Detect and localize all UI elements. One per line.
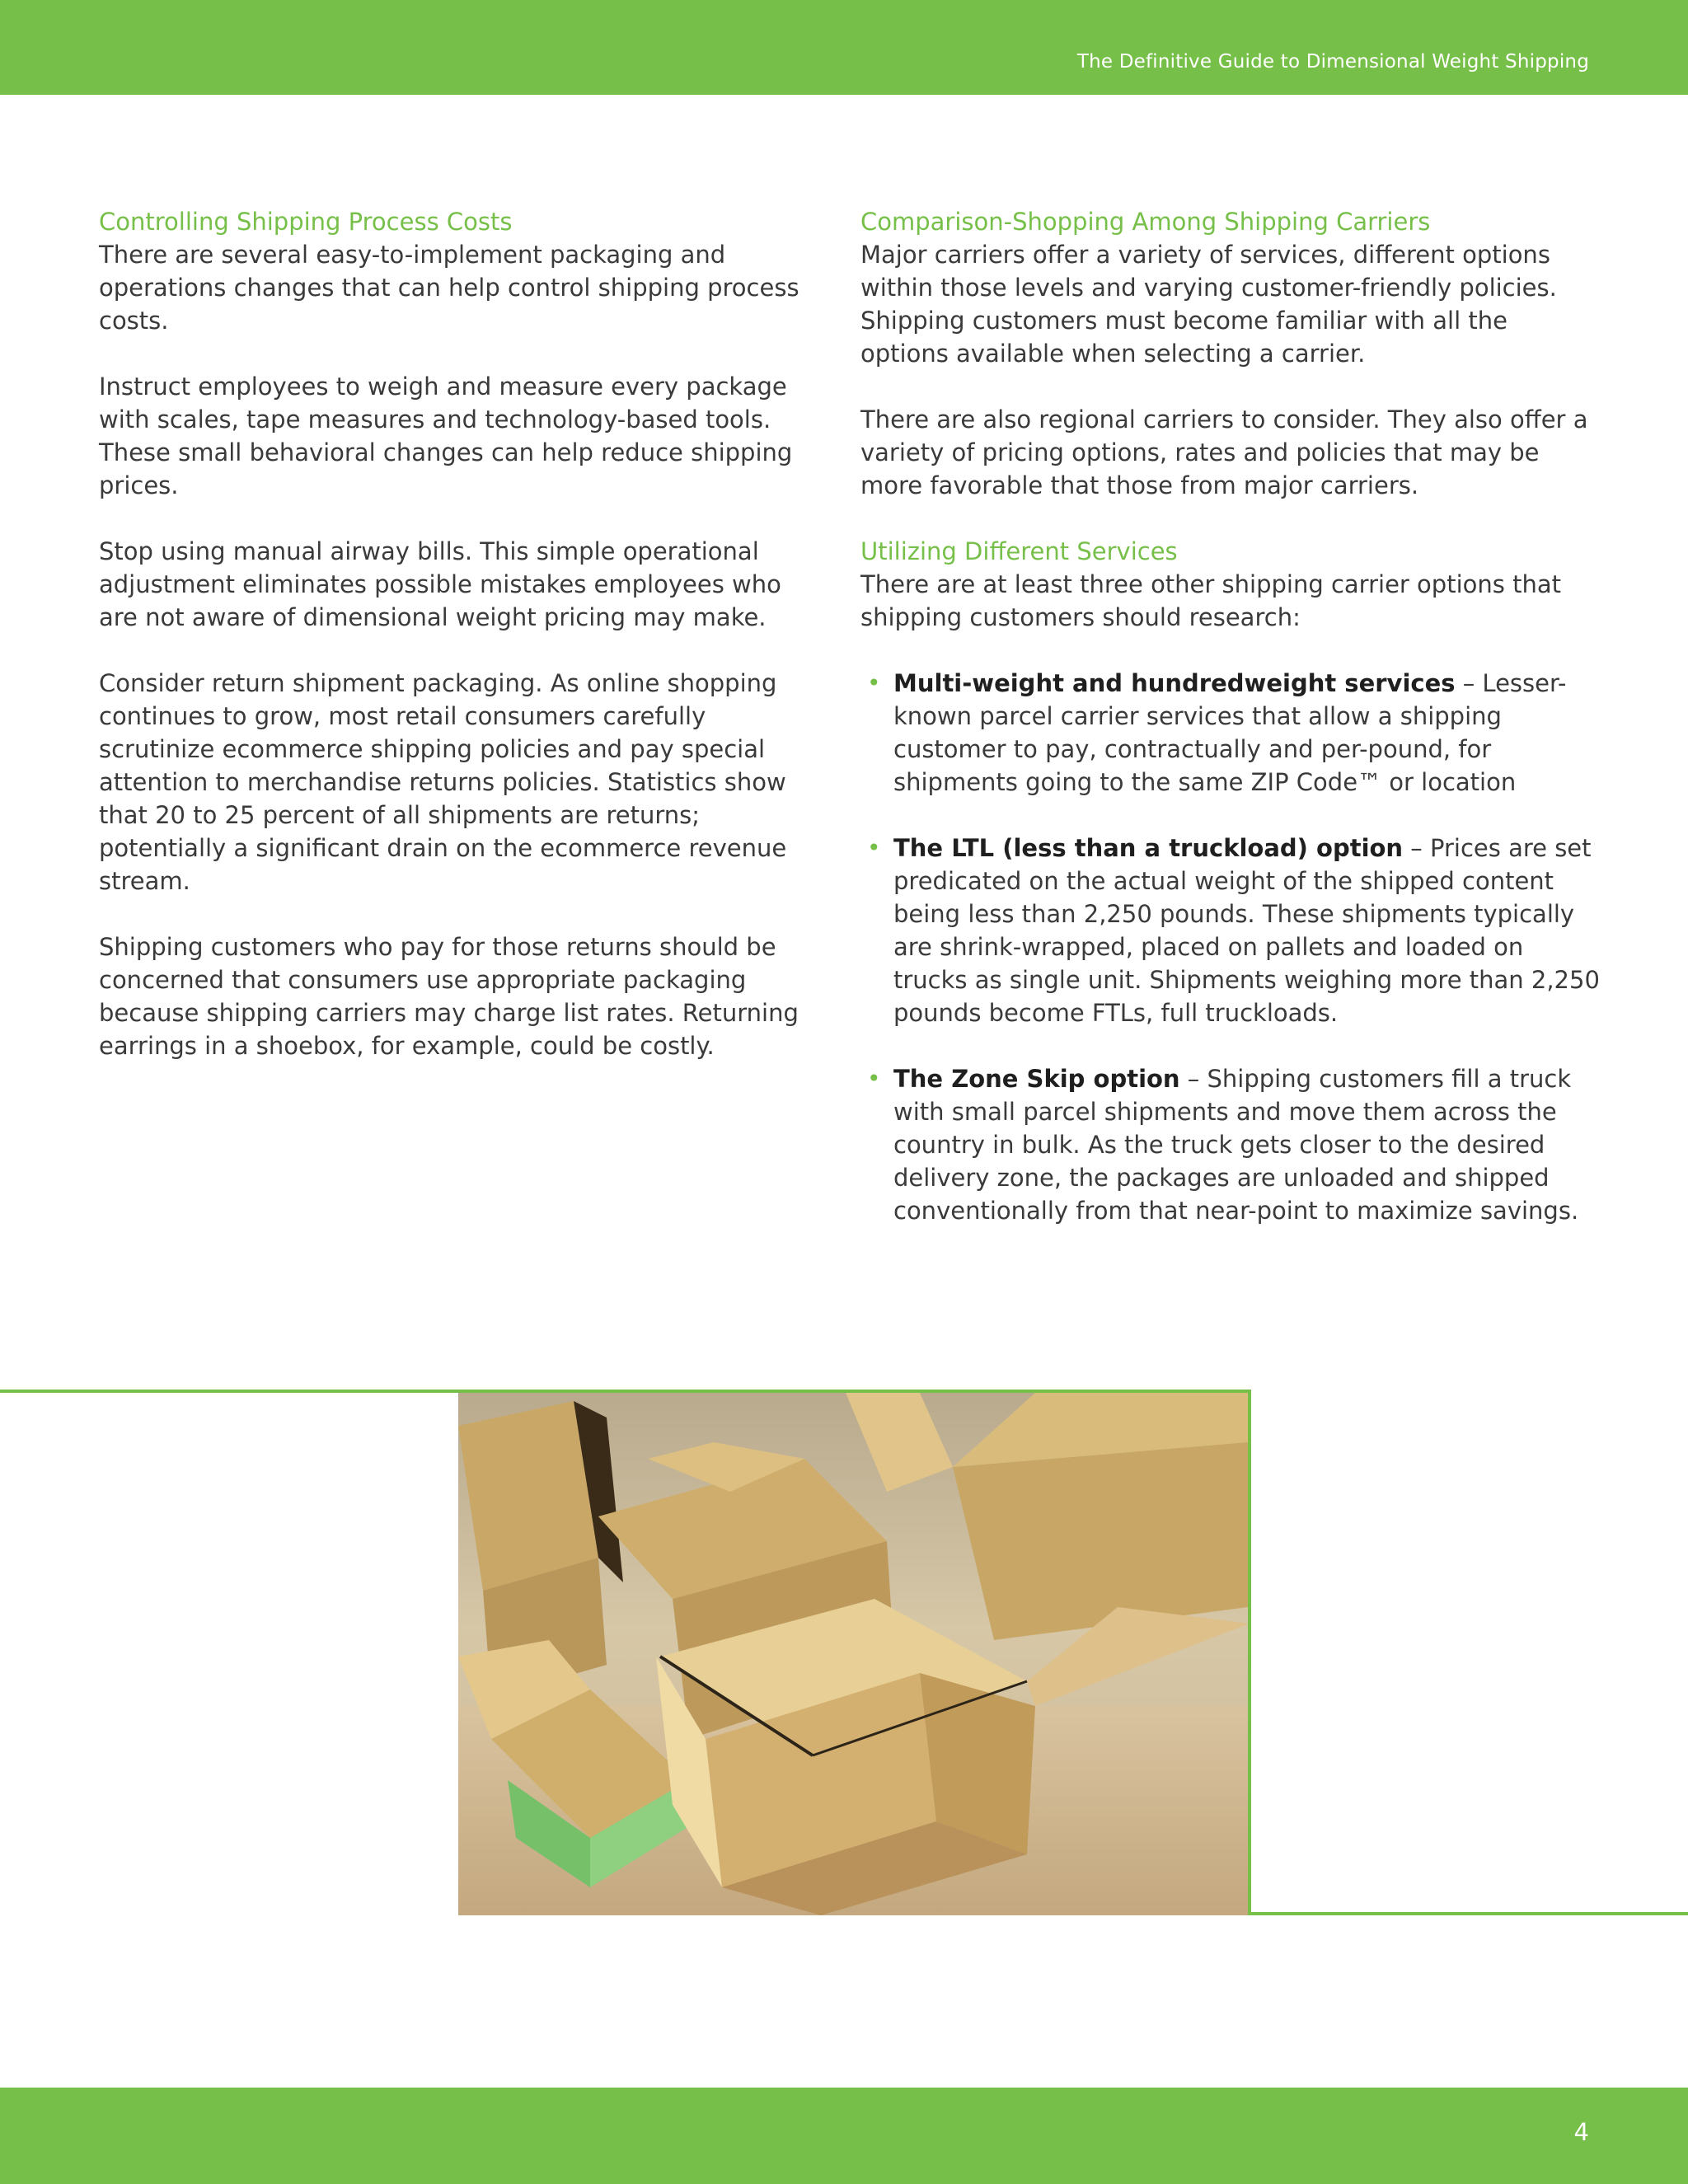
- bullet-icon: •: [867, 669, 881, 696]
- header-bar: [0, 0, 1688, 95]
- footer-bar: [0, 2088, 1688, 2184]
- paragraph: Consider return shipment packaging. As online shopping continues to grow, most retail consumers carefully scrutinize ecommerce shipping policies and pay special attention to merchandise returns policies. Statistics show that 20 to 25 percent of all shipments are returns; potentially a significant drain on the ecommerce revenue stream.: [99, 669, 787, 895]
- list-item-text: – Lesser-known parcel carrier services that allow a shipping customer to pay, contractually and per-pound, for shipments going to the same ZIP Code™ or location: [893, 669, 1567, 796]
- list-item: [860, 667, 1602, 799]
- list-item-title: Multi-weight and hundredweight services: [893, 669, 1456, 697]
- document-title: The Definitive Guide to Dimensional Weight Shipping: [1076, 51, 1589, 73]
- section-heading-controlling-costs: Controlling Shipping Process Costs: [99, 208, 513, 236]
- list-item-text: – Shipping customers fill a truck with small parcel shipments and move them across the country in bulk. As the truck gets closer to the desired delivery zone, the packages are unloaded and shipped conventionally from that near-point to maximize savings.: [893, 1065, 1579, 1225]
- bullet-icon: •: [867, 1065, 881, 1092]
- paragraph: There are at least three other shipping carrier options that shipping customers should research:: [860, 570, 1561, 631]
- bullet-icon: •: [867, 834, 881, 861]
- list-item-title: The LTL (less than a truckload) option: [893, 834, 1404, 862]
- list-item-title: The Zone Skip option: [893, 1065, 1180, 1093]
- list-item: [860, 1062, 1602, 1227]
- list-item-text: – Prices are set predicated on the actual weight of the shipped content being less than 2,250 pounds. These shipments typically are shrink-wrapped, placed on pallets and loaded on trucks as single unit. Shipments weighing more than 2,250 pounds become FTLs, full truckloads.: [893, 834, 1600, 1027]
- paragraph: There are several easy-to-implement packaging and operations changes that can help control shipping process costs.: [99, 241, 799, 335]
- services-list: [860, 667, 1602, 1227]
- page-number: 4: [1573, 2118, 1589, 2146]
- left-column: [99, 205, 816, 1095]
- photo-frame-bottom-line: [1248, 1912, 1688, 1915]
- paragraph: Stop using manual airway bills. This simple operational adjustment eliminates possible mistakes employees who are not aware of dimensional weight pricing may make.: [99, 537, 781, 631]
- section-heading-comparison-shopping: Comparison-Shopping Among Shipping Carriers: [860, 208, 1431, 236]
- section-heading-different-services: Utilizing Different Services: [860, 537, 1178, 565]
- paragraph: There are also regional carriers to consider. They also offer a variety of pricing options, rates and policies that may be more favorable that those from major carriers.: [860, 405, 1588, 499]
- paragraph: Major carriers offer a variety of services, different options within those levels and varying customer-friendly policies. Shipping customers must become familiar with all the options available when selecting a carrier.: [860, 241, 1557, 368]
- list-item: [860, 832, 1602, 1029]
- right-column: [860, 205, 1602, 1260]
- cardboard-boxes-photo: [458, 1393, 1248, 1915]
- paragraph: Shipping customers who pay for those returns should be concerned that consumers use appropriate packaging because shipping carriers may charge list rates. Returning earrings in a shoebox, for example, could be costly.: [99, 933, 799, 1060]
- paragraph: Instruct employees to weigh and measure every package with scales, tape measures and technology-based tools. These small behavioral changes can help reduce shipping prices.: [99, 373, 793, 499]
